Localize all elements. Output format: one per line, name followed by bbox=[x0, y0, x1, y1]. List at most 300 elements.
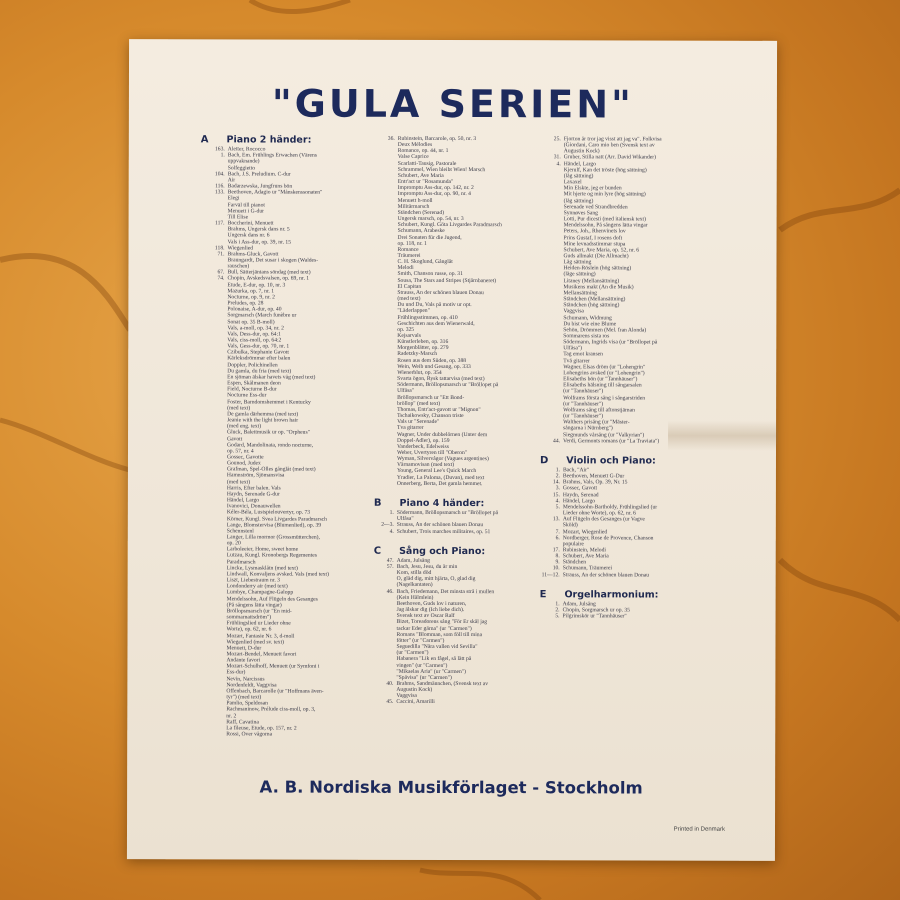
entry-title: Till Elise bbox=[227, 214, 249, 221]
entry-title: Mozart, Wiegenlied bbox=[562, 528, 608, 535]
entry-title: Pilgrimskör ur "Tannhäuser" bbox=[562, 613, 627, 620]
entry-title: Wein, Weib und Gesang, op. 333 bbox=[397, 363, 471, 370]
entry-title: Bach, Em. Frühlings Erwachen (Värens bbox=[227, 152, 317, 159]
entry-title: Nocturne Ess-dur bbox=[227, 392, 267, 399]
entry-title: sångarna i Nürnberg") bbox=[563, 425, 613, 432]
entry-title: Mit hjerte og min lyre (hög sättning) bbox=[563, 191, 646, 198]
entry-number: 11—12. bbox=[541, 571, 560, 578]
entry-title: Walthers prisång (ur "Mäster- bbox=[563, 419, 630, 426]
entry-title: Du und Du, Vals på motiv ur opt. bbox=[397, 302, 472, 309]
entry-title: (låg sättning) bbox=[563, 173, 594, 180]
entry-title: (låg sättning) bbox=[563, 197, 594, 204]
entry-title: Svensk text av Oscar Ralf bbox=[396, 613, 455, 620]
entry-title: Chopin, Sorgmarsch ur op. 35 bbox=[562, 607, 630, 614]
entry-title: Schubert, Ave Maria bbox=[397, 172, 444, 179]
entry-number: 40. bbox=[386, 680, 394, 687]
entry-title: Lindwall, Konvaljens avsked. Vals (med text) bbox=[226, 571, 329, 578]
entry-title: Bach, "Air" bbox=[562, 467, 590, 474]
entry-title: Schubert, Kungl. Göta Livgardes Paradmarsch bbox=[397, 222, 502, 229]
entry-title: (Kein Hälmlein) bbox=[396, 594, 434, 601]
entry-title: Air bbox=[227, 177, 236, 184]
entry-title: Ulfåsa") bbox=[563, 345, 583, 352]
entry-title: (med text) bbox=[226, 479, 251, 486]
entry-number: 1. bbox=[220, 152, 225, 159]
entry-title: Drei Sonaten für die Jugend, bbox=[397, 234, 462, 241]
entry-title: Nocturne, op. 9, nr. 2 bbox=[227, 294, 275, 301]
section-c-name: Sång och Piano: bbox=[399, 545, 486, 557]
entry-title: Synnøves Sang bbox=[563, 210, 598, 217]
entry-title: Brahms, Vals, Op. 39, Nr. 15 bbox=[562, 479, 628, 486]
entry-title: Mellansättning bbox=[563, 290, 597, 297]
entry-title: Rossi, Över vågorna bbox=[226, 731, 273, 738]
entry-title: op. 20 bbox=[226, 540, 241, 547]
entry-title: Espen, Skålmanen deon bbox=[227, 380, 281, 387]
entry-title: Thomas, Entr'act-gavott ur "Mignon" bbox=[397, 406, 481, 413]
entry-title: op. 57, nr. 4 bbox=[226, 448, 254, 455]
entry-title: (ur "Tannhäuser") bbox=[563, 413, 604, 420]
entry-title: Auf Flügeln des Gesanges (ur Vagve bbox=[562, 516, 645, 523]
entry-title: (låge sättning) bbox=[563, 271, 596, 278]
entry-number: 116. bbox=[215, 183, 225, 190]
entry-number: 31. bbox=[553, 154, 561, 161]
entry-title: Träumerei bbox=[397, 252, 421, 259]
entry-title: populaire bbox=[562, 541, 584, 548]
entry-title: Verdi, Germonts romans (ur "La Traviata") bbox=[563, 437, 660, 445]
entry-title: Södermann, Bröllopsmarsch ur "Bröllopet på bbox=[396, 509, 499, 517]
printed-in-note: Printed in Denmark bbox=[673, 826, 726, 833]
entry-title: Vanderbeck, Edelweiss bbox=[397, 443, 449, 450]
entry-title: Södermann, Ingrids visa (ur "Bröllopet på bbox=[563, 339, 658, 346]
entry-title: Weber, Uvertyren till "Oberon" bbox=[396, 449, 468, 457]
entry-title: Serenade ved Strandbredden bbox=[563, 204, 628, 211]
entry-title: Sousa, The Stars and Stripes (Stjärnbaneret) bbox=[397, 277, 497, 284]
entry-title: Impromptu Ass-dur, op. 142, nr. 2 bbox=[397, 185, 474, 192]
entry-title: op. 118, nr. 1 bbox=[397, 240, 427, 247]
entry-title: Lotti, Pur dicesti (med italiensk text) bbox=[563, 216, 646, 223]
entry-title: Nordberger, Rose de Provence, Chanson bbox=[562, 534, 654, 542]
entry-title: Brahms, Ungersk dans nr. 5 bbox=[227, 226, 290, 233]
entry-title: Smith, Chanson russe, op. 31 bbox=[397, 271, 463, 278]
entry-title: Bach, Friedemann, Det minsta strå i mullen bbox=[396, 588, 495, 595]
entry-number: 118. bbox=[214, 245, 225, 252]
section-a-list bbox=[203, 147, 365, 738]
entry-title: tackar Eder gärna" (ur "Carmen") bbox=[396, 625, 472, 632]
entry-title: Augustin Kock) bbox=[396, 686, 433, 694]
entry-title: (Nagelkantaten) bbox=[396, 582, 433, 589]
paper-tear bbox=[668, 421, 778, 451]
entry-title: Adam, Julsång bbox=[396, 557, 430, 564]
entry-title: Wyman, Silvervågor (Vagues argentines) bbox=[396, 455, 489, 463]
entry-title: Lincke, Lysmasklåtn (med text) bbox=[226, 565, 298, 572]
entry-title: Kéler-Béla, Lustspielouvertyr, op. 73 bbox=[226, 509, 311, 517]
entry-title: Vals ur "Serenade" bbox=[397, 419, 440, 426]
entry-number: 5. bbox=[555, 504, 560, 511]
entry-title: "Läderlappen" bbox=[397, 308, 430, 315]
entry-title: Valse Caprice bbox=[397, 154, 429, 161]
entry-title: Caccini, Amarilli bbox=[396, 699, 435, 706]
catalog-entry bbox=[374, 481, 540, 488]
entry-title: Mozart, Fantasie Nr. 3, d-moll bbox=[226, 632, 295, 640]
entry-title: Strauss, An der schönen blauen Donau bbox=[397, 289, 484, 296]
catalog-entry bbox=[374, 528, 540, 535]
entry-number: 46. bbox=[386, 588, 394, 595]
entry-title: Lumbye, Champagne-Galopp bbox=[226, 589, 294, 596]
entry-title: Mozart-Schulhoff, Menuett (ur Symfoni i bbox=[226, 663, 320, 670]
entry-title: Sonat op. 35 B-moll) bbox=[227, 318, 275, 326]
entry-title: Brahms-Gluck, Gavott bbox=[227, 251, 279, 258]
entry-title: bröllop" (med text) bbox=[397, 400, 441, 407]
section-b-header bbox=[373, 497, 540, 509]
entry-title: O, gläd dig, mitt hjärta, O, glad dig bbox=[396, 576, 476, 583]
entry-title: "Mikaelas Aria" (ur "Carmen") bbox=[396, 668, 466, 675]
entry-title: Elisabeths hälsning till sångarsalen bbox=[563, 382, 642, 389]
entry-title: Larboleeier, Home, sweet home bbox=[226, 546, 299, 553]
entry-title: Beethoven, Guds lov i naturen, bbox=[396, 600, 467, 607]
entry-number: 104. bbox=[214, 171, 225, 178]
entry-title: Preludes, op. 28 bbox=[227, 300, 264, 307]
entry-title: Impromptu Ass-dur, op. 90, nr. 4 bbox=[397, 191, 471, 198]
entry-title: Worte), op. 62, nr. 6 bbox=[226, 626, 272, 633]
entry-title: Jeanie with the light brown hair bbox=[227, 417, 299, 424]
entry-number: 2—3. bbox=[381, 522, 394, 529]
entry-title: Värnamovisan (med text) bbox=[396, 462, 455, 469]
entry-title: Melodi bbox=[397, 265, 414, 272]
section-b-list bbox=[374, 510, 540, 535]
entry-title: El Capitan bbox=[397, 283, 422, 290]
entry-title: Romance, op. 44, nr. 1 bbox=[397, 148, 449, 155]
entry-title: Londonderry air (med text) bbox=[226, 583, 288, 590]
entry-number: 7. bbox=[555, 528, 560, 535]
section-e-header bbox=[539, 589, 750, 601]
entry-title: Schumann, Arabeske bbox=[397, 228, 445, 235]
entry-number: 117. bbox=[214, 220, 225, 227]
entry-title: Gluck, Balettmusik ur op. "Orpheus" bbox=[227, 429, 310, 436]
entry-title: Schumann, Träumerei bbox=[562, 565, 613, 572]
section-d-list bbox=[540, 467, 750, 578]
entry-number: 3. bbox=[555, 485, 560, 492]
entry-number: 2. bbox=[555, 473, 560, 480]
entry-number: 67. bbox=[217, 269, 225, 276]
entry-title: Chopin, Avskedsvalsen, op. 69, nr. 1 bbox=[227, 275, 310, 283]
entry-number: 4. bbox=[556, 160, 561, 167]
entry-title: Menuett i G-dur bbox=[227, 208, 264, 215]
entry-title: Vals, Gess-dur, op. 70, nr. 1 bbox=[227, 343, 290, 350]
entry-title: Rubinstein, Melodi bbox=[562, 547, 606, 554]
entry-title: sommarnattsdröm") bbox=[226, 614, 272, 621]
entry-title: Tschaikowsky, Chanson triste bbox=[397, 412, 464, 420]
section-d-name: Violin och Piano: bbox=[566, 455, 656, 467]
entry-number: 47. bbox=[386, 557, 394, 564]
entry-title: Beethoven, Menuett G-Dur bbox=[562, 473, 625, 480]
entry-title: (Giordani, Caro mio ben (Svensk text av bbox=[563, 142, 655, 149]
entry-title: Field, Nocturne B-dur bbox=[227, 386, 277, 393]
entry-title: Jag älskar dig (Ich liebe dich). bbox=[396, 606, 465, 614]
entry-title: Augustin Kock) bbox=[563, 148, 600, 155]
entry-title: Litaney (Mellansättning) bbox=[563, 277, 620, 285]
entry-title: Kejsarvals bbox=[397, 332, 421, 339]
entry-title: Haydn, Serenade G-dur bbox=[226, 491, 280, 498]
entry-title: Offenbach, Barcarolle (ur "Hoffmans även- bbox=[226, 688, 324, 695]
section-a-continued-list bbox=[374, 136, 541, 487]
entry-title: Peters, Joh., Rhenvinets lov bbox=[563, 228, 626, 235]
entry-title: Radetzky-Marsch bbox=[397, 351, 438, 358]
entry-title: Gossec, Gavotte bbox=[226, 454, 264, 461]
entry-title: Heiden-Röslein (hög sättning) bbox=[563, 265, 632, 272]
entry-title: (med text) bbox=[397, 295, 421, 302]
entry-title: Bizet, Toreadorens sång "För Er skål jag bbox=[396, 619, 488, 626]
entry-title: Grafman, Spel-Olles gånglåt (med text) bbox=[226, 466, 316, 473]
entry-title: Vals, a-moll, op. 34, nr. 2 bbox=[227, 325, 284, 332]
entry-title: Händel, Largo bbox=[563, 160, 596, 168]
entry-title: fötter" (ur "Carmen") bbox=[396, 637, 445, 644]
entry-title: Habanera "Lik en fågel, så lätt på bbox=[396, 656, 472, 663]
entry-title: Schubert, Trois marches militaires, op. 51 bbox=[396, 528, 491, 535]
entry-title: Foster, Barndomshemmet i Kentucky bbox=[227, 398, 311, 406]
entry-title: Svarta ögon, Rysk tattarvisa (med text) bbox=[397, 375, 485, 383]
section-e-name: Orgelharmonium: bbox=[564, 589, 659, 601]
entry-title: Ständchen bbox=[562, 559, 587, 566]
entry-title: Tva gitarrer bbox=[397, 425, 424, 432]
section-c-letter: C bbox=[373, 545, 382, 557]
entry-title: Wiegenlied bbox=[227, 245, 254, 252]
entry-number: 15. bbox=[552, 491, 560, 498]
entry-title: Bach, J.S. Preludium. C-dur bbox=[227, 171, 291, 178]
entry-title: (med eng. text) bbox=[227, 423, 262, 430]
entry-title: Ulfåsa" bbox=[397, 388, 415, 395]
entry-title: Pamlio, Speldosan bbox=[226, 700, 268, 707]
entry-title: Schumann, Widmung bbox=[563, 314, 612, 321]
entry-title: Sommarens sista ros bbox=[563, 333, 610, 340]
catalog-entry bbox=[540, 613, 750, 620]
entry-title: Ständchen (Mellansättning) bbox=[563, 296, 626, 303]
entry-title: Lutzau, Kungl. Kronobergs Regementes bbox=[226, 552, 317, 560]
entry-title: Ständchen (hög sättning) bbox=[563, 302, 620, 309]
section-c-continued-list bbox=[540, 136, 751, 444]
section-c-list bbox=[373, 558, 539, 706]
catalog-entry bbox=[203, 731, 363, 738]
entry-title: Haydn, Serenad bbox=[562, 491, 599, 498]
entry-number: 10. bbox=[552, 565, 560, 572]
entry-title: Mendelssohn, Auf Flügeln des Gesanges bbox=[226, 595, 318, 603]
entry-title: Gossec, Gavott bbox=[562, 485, 598, 492]
entry-title: Musikens makt (An die Musik) bbox=[563, 284, 634, 291]
entry-title: Gruber, Stilla natt (Arr. David Wikander) bbox=[563, 154, 656, 162]
entry-title: (På sångens lätta vingar) bbox=[226, 602, 282, 609]
entry-title: Doppler, Polichinellen bbox=[227, 362, 278, 369]
entry-title: Bröllopsmarsch (ur "En mid- bbox=[226, 608, 292, 615]
entry-number: 1. bbox=[555, 467, 560, 474]
entry-title: Solfeggietto bbox=[227, 165, 256, 172]
entry-number: 44. bbox=[553, 437, 561, 444]
entry-title: Künstlerleben, op. 316 bbox=[397, 339, 449, 346]
entry-number: 25. bbox=[553, 136, 561, 143]
entry-title: Militärmarsch bbox=[397, 203, 430, 210]
entry-number: 5. bbox=[555, 613, 560, 620]
entry-title: Ivanovici, Donauwellen bbox=[226, 503, 281, 510]
entry-title: Liszt, Liebestraum nr. 3 bbox=[226, 577, 280, 584]
entry-title: Nevin, Narcissus bbox=[226, 676, 265, 683]
entry-title: Scarlatti-Tausig, Pastorale bbox=[397, 160, 457, 167]
entry-title: Onnerberg, Berta, Det gamla hemmet. bbox=[396, 480, 483, 487]
entry-title: Ungersk dans nr. 6 bbox=[227, 232, 270, 239]
entry-number: 8. bbox=[555, 553, 560, 560]
catalog-entry bbox=[373, 699, 539, 706]
entry-number: 163. bbox=[214, 146, 225, 153]
entry-title: op. 325 bbox=[397, 326, 415, 333]
entry-title: Körner, Kungl. Svea Livgardes Paradmarsch bbox=[226, 515, 327, 523]
entry-title: Seguedilla "Nära vallen vid Sevilla" bbox=[396, 643, 478, 651]
entry-title: Frühlingslied ur Lieder ohne bbox=[226, 620, 291, 627]
entry-title: Boccherini, Menuett bbox=[227, 220, 274, 227]
entry-title: Wagner, Under dubbelörnen (Unter dem bbox=[397, 431, 488, 438]
entry-title: Entr'act ur "Rosamunda" bbox=[397, 178, 454, 186]
entry-title: Du bist wie eine Blume bbox=[563, 320, 617, 328]
section-b-letter: B bbox=[373, 497, 382, 509]
entry-title: Mendelssohn-Bartholdy, Frühlingslied (ur bbox=[562, 504, 658, 511]
entry-title: De gamla därhemma (med text) bbox=[227, 411, 299, 418]
entry-number: 74. bbox=[217, 275, 225, 282]
entry-title: Mazurka, op. 7, nr. 1 bbox=[227, 288, 275, 295]
entry-title: Yradier, La Paloma, (Duvan), med text bbox=[396, 474, 485, 481]
entry-title: Södermann, Bröllopsmarsch ur "Bröllopet på bbox=[397, 382, 499, 389]
entry-title: (ur "Tannhäuser") bbox=[563, 388, 604, 395]
entry-title: Morgenblätter, op. 279 bbox=[397, 345, 449, 352]
entry-title: Romance bbox=[397, 246, 419, 253]
entry-title: Prins Gustaf, I rosens doft bbox=[563, 234, 623, 241]
entry-title: Strauss, An der schönen blauen Donau bbox=[396, 522, 484, 529]
entry-title: Ess-dur) bbox=[226, 669, 246, 676]
entry-title: Kärleksdrömmar efter balen bbox=[227, 355, 291, 363]
entry-title: Strauss, An der schönen blauen Donau bbox=[562, 571, 650, 579]
entry-title: Rachmaninow, Prélude ciss-moll, op. 3, bbox=[226, 706, 316, 714]
section-a-name: Piano 2 händer: bbox=[226, 134, 312, 146]
entry-title: Guds allmakt (Die Allmacht) bbox=[563, 253, 629, 260]
entry-title: tyr") (med text) bbox=[226, 694, 262, 701]
entry-title: Lieder ohne Worte), op. 62, nr. 6 bbox=[562, 510, 636, 517]
entry-number: 6. bbox=[555, 534, 560, 541]
entry-title: Harris, Efter balen. Vals bbox=[226, 485, 281, 492]
entry-title: Vals, Dess-dur, op. 64:1 bbox=[227, 331, 281, 338]
entry-title: Godard, Mandolinata, rondo nocturne, bbox=[227, 442, 314, 449]
entry-title: nr. 2 bbox=[226, 712, 237, 719]
entry-number: 1. bbox=[389, 509, 394, 516]
entry-title: Händel, Largo bbox=[226, 497, 260, 504]
entry-title: rauschen) bbox=[227, 263, 250, 270]
entry-title: Schrammel, Wien bleibt Wien! Marsch bbox=[397, 166, 486, 173]
entry-title: Menuett h-moll bbox=[397, 197, 433, 204]
entry-number: 2. bbox=[555, 607, 560, 614]
entry-title: Aletter, Rococco bbox=[227, 146, 266, 153]
entry-title: Tag emot kransen bbox=[563, 351, 603, 358]
entry-title: Mine levnadsstimmar stupa bbox=[563, 240, 626, 248]
entry-title: Schubert, Ave Maria, op. 52, nr. 6 bbox=[563, 247, 640, 254]
entry-title: uppvaknande) bbox=[227, 158, 260, 165]
entry-title: vingen" (ur "Carmen") bbox=[396, 662, 448, 669]
section-d-header bbox=[539, 455, 750, 467]
entry-title: Lohengrins avsked (ur "Lohengrin") bbox=[563, 370, 645, 377]
entry-title: Adam, Julsång bbox=[562, 601, 596, 608]
entry-title: Andante favori bbox=[226, 657, 261, 664]
section-c-header bbox=[373, 545, 540, 557]
section-e-letter: E bbox=[539, 589, 547, 601]
entry-title: Laxaxel bbox=[563, 179, 582, 186]
entry-title: Wolframs första sång i sångarstriden bbox=[563, 394, 646, 402]
entry-title: Deux Mélodies bbox=[397, 142, 433, 149]
entry-number: 4. bbox=[389, 528, 394, 535]
entry-title: Vaggvisa bbox=[563, 308, 584, 315]
entry-title: Gavott bbox=[227, 435, 243, 442]
entry-title: Fjorton år tror jag visst att jag va". Folkvisa bbox=[563, 136, 662, 143]
entry-title: Bröllopsmarsch ur "Ett Bond- bbox=[397, 394, 465, 401]
entry-title: Kjerulf, Kan det tröste (hög sättning) bbox=[563, 167, 647, 174]
entry-number: 45. bbox=[386, 699, 394, 706]
entry-title: Raff, Cavatina bbox=[226, 719, 259, 726]
column-c bbox=[540, 136, 751, 620]
entry-title: Wolframs sång till aftonstjärnan bbox=[563, 407, 635, 414]
entry-title: Låg sättning bbox=[563, 259, 592, 266]
entry-title: Elisabeths bön (ur "Tannhäuser") bbox=[563, 376, 638, 383]
entry-title: Menuett, D-dur bbox=[226, 645, 262, 652]
entry-title: En sjöman älskar havets våg (med text) bbox=[227, 374, 316, 381]
entry-title: Mendelssohn, På sångens lätta vingar bbox=[563, 222, 648, 229]
entry-title: Gounod, Judex bbox=[226, 460, 261, 467]
page-title: "GULA SERIEN" bbox=[271, 81, 634, 127]
section-a-letter: A bbox=[200, 134, 209, 146]
entry-title: Langer, Lilla mormor (Grossmütterchen), bbox=[226, 534, 320, 541]
entry-title: Ungersk marsch, op. 54, nr. 3 bbox=[397, 215, 464, 223]
entry-number: 13. bbox=[552, 516, 560, 523]
entry-title: Badarzewska, Jungfruns bön bbox=[227, 183, 293, 190]
entry-title: Vaggvisa bbox=[396, 693, 417, 700]
entry-title: Siegmunds vårsång (ur "Valkyrian") bbox=[563, 431, 645, 439]
entry-title: Två gitarrer bbox=[563, 357, 590, 364]
entry-title: Sorgmarsch (March funèbre ur bbox=[227, 312, 297, 319]
entry-title: Lange, Blomstervisa (Blumenlied), op. 39 bbox=[226, 522, 322, 529]
entry-title: Brahms, Sandmännchen, (Svensk text av bbox=[396, 680, 489, 688]
entry-title: Schennstenl bbox=[226, 528, 254, 535]
entry-title: Romans "Blomman, som föll till mina bbox=[396, 631, 483, 638]
entry-number: 14. bbox=[552, 479, 560, 486]
catalog-sheet bbox=[127, 39, 777, 861]
entry-title: Mozart-Bendel, Menuett favori bbox=[226, 651, 297, 658]
section-a-header bbox=[200, 134, 365, 146]
entry-title: Farväl till pianot bbox=[227, 201, 265, 209]
entry-title: Frühlingsstimmen, op. 410 bbox=[397, 314, 458, 321]
entry-title: Hamnström, Sjömansvisa bbox=[226, 472, 285, 479]
entry-title: Sköld) bbox=[562, 522, 578, 529]
entry-title: Czibulka, Stephanie Gavott bbox=[227, 349, 289, 356]
entry-title: (med text) bbox=[227, 405, 251, 412]
entry-title: Ulfåsa" bbox=[396, 516, 414, 523]
entry-title: Du gamla, du fria (med text) bbox=[227, 368, 292, 375]
entry-title: (ur "Carmen") bbox=[396, 650, 429, 657]
section-e-list bbox=[540, 601, 750, 620]
entry-title: La fileuse, Etude, op. 157, nr. 2 bbox=[226, 725, 297, 732]
entry-number: 1. bbox=[555, 601, 560, 608]
entry-title: Rosen aus dem Süden, op. 388 bbox=[397, 357, 467, 364]
entry-number: 36. bbox=[387, 135, 395, 142]
entry-title: Beethoven, Adagio ur "Månskenssonaten" bbox=[227, 189, 323, 196]
entry-title: Vals, ciss-moll, op. 64:2 bbox=[227, 337, 282, 344]
entry-number: 4. bbox=[555, 498, 560, 505]
entry-title: Sehön, Drömmen (Mel. fran Alonda) bbox=[563, 327, 647, 334]
catalog-entry bbox=[540, 572, 750, 579]
column-a bbox=[200, 134, 365, 738]
entry-title: Etude, E-dur, op. 10, nr. 3 bbox=[227, 282, 286, 289]
entry-title: Rubinstein, Barcarole, op. 50, nr. 3 bbox=[397, 135, 477, 143]
publisher-line: A. B. Nordiska Musikförlaget - Stockholm bbox=[259, 777, 643, 798]
entry-title: Wagner, Elsas dröm (ur "Lohengrin" bbox=[563, 364, 646, 371]
